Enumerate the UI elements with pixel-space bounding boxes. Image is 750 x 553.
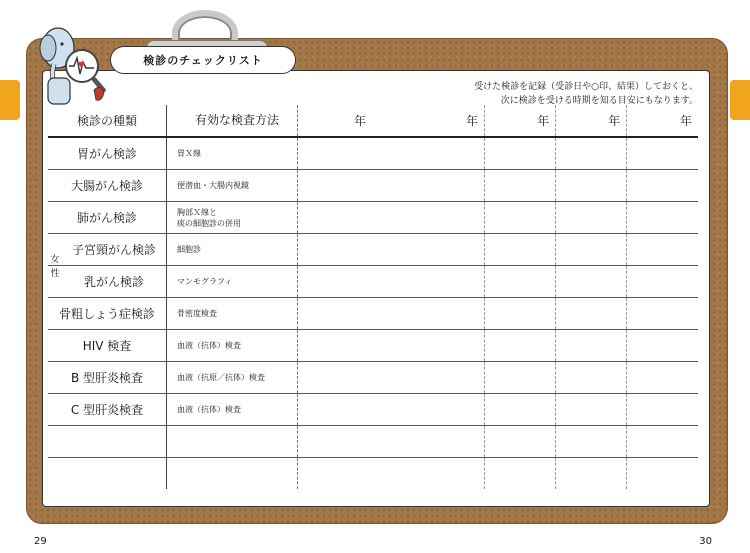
checkup-method xyxy=(167,362,298,394)
record-cell[interactable] xyxy=(298,298,485,330)
record-cell[interactable] xyxy=(298,170,485,202)
title-badge xyxy=(110,46,296,74)
record-cell[interactable] xyxy=(627,202,698,234)
female-label: 性 xyxy=(50,269,60,279)
record-cell[interactable] xyxy=(556,394,627,426)
record-cell[interactable] xyxy=(556,234,627,266)
table-row xyxy=(48,394,698,426)
checkup-method xyxy=(167,298,298,330)
record-cell[interactable] xyxy=(485,298,556,330)
female-label: 女 xyxy=(50,255,60,265)
page-number-right: 30 xyxy=(699,536,712,547)
record-cell[interactable] xyxy=(627,330,698,362)
checkup-method xyxy=(167,458,298,490)
checkup-name xyxy=(48,458,167,490)
checkup-method xyxy=(167,266,298,298)
record-cell[interactable] xyxy=(485,266,556,298)
checkup-method xyxy=(167,170,298,202)
table-row xyxy=(48,202,698,234)
record-cell[interactable] xyxy=(627,298,698,330)
record-cell[interactable] xyxy=(556,137,627,170)
page-number-left: 29 xyxy=(34,536,47,547)
table-row xyxy=(48,330,698,362)
record-cell[interactable] xyxy=(298,330,485,362)
record-cell[interactable] xyxy=(556,362,627,394)
record-cell[interactable] xyxy=(485,170,556,202)
table-row xyxy=(48,362,698,394)
record-cell[interactable] xyxy=(485,330,556,362)
method-line: マンモグラフィ xyxy=(177,277,233,286)
record-cell[interactable] xyxy=(298,266,485,298)
header-checkup-type: 検診の種類 xyxy=(48,105,167,137)
header-year: 年 xyxy=(556,105,627,137)
checkup-name xyxy=(48,234,167,266)
table-row xyxy=(48,458,698,490)
checkup-name: 大腸がん検診 xyxy=(48,170,167,202)
checkup-method xyxy=(167,330,298,362)
record-cell[interactable] xyxy=(485,362,556,394)
note-line: 受けた検診を記録（受診日や○印、結果）しておくと、 xyxy=(474,82,698,92)
header-year xyxy=(298,105,485,137)
method-line: 痰の細胞診の併用 xyxy=(177,218,241,228)
record-cell[interactable] xyxy=(298,234,485,266)
checkup-name: HIV 検査 xyxy=(48,330,167,362)
method-line: 細胞診 xyxy=(177,245,201,254)
record-cell[interactable] xyxy=(556,330,627,362)
method-line: 血液（抗体）検査 xyxy=(177,405,241,414)
header-year: 年 xyxy=(485,105,556,137)
record-cell[interactable] xyxy=(556,426,627,458)
record-cell[interactable] xyxy=(627,394,698,426)
record-cell[interactable] xyxy=(298,458,485,490)
header-method: 有効な検査方法 xyxy=(167,105,298,137)
record-cell[interactable] xyxy=(627,458,698,490)
record-cell[interactable] xyxy=(556,202,627,234)
method-line: 骨密度検査 xyxy=(177,309,217,318)
method-line: 便潜血・大腸内視鏡 xyxy=(177,181,249,190)
checkup-name: B 型肝炎検査 xyxy=(48,362,167,394)
record-cell[interactable] xyxy=(485,426,556,458)
table-row xyxy=(48,426,698,458)
checkup-name: 肺がん検診 xyxy=(48,202,167,234)
checkup-name-text: 乳がん検診 xyxy=(83,275,144,289)
header-year: 年 xyxy=(627,105,698,137)
record-cell[interactable] xyxy=(627,137,698,170)
checkup-name xyxy=(48,266,167,298)
table-row xyxy=(48,298,698,330)
record-cell[interactable] xyxy=(556,170,627,202)
record-cell[interactable] xyxy=(556,458,627,490)
record-cell[interactable] xyxy=(298,394,485,426)
method-line: 胸部Ｘ線と xyxy=(177,207,217,217)
record-cell[interactable] xyxy=(627,362,698,394)
note-line: 次に検診を受ける時期を知る目安にもなります。 xyxy=(500,96,698,106)
record-cell[interactable] xyxy=(627,266,698,298)
table-row xyxy=(48,266,698,298)
record-cell[interactable] xyxy=(298,137,485,170)
checkup-name: 骨粗しょう症検診 xyxy=(48,298,167,330)
record-cell[interactable] xyxy=(485,394,556,426)
record-cell[interactable] xyxy=(298,426,485,458)
record-cell[interactable] xyxy=(556,266,627,298)
record-cell[interactable] xyxy=(485,137,556,170)
record-cell[interactable] xyxy=(627,426,698,458)
header-year-label: 年 xyxy=(354,114,367,128)
table-row xyxy=(48,170,698,202)
table-row xyxy=(48,234,698,266)
method-line: 血液（抗体）検査 xyxy=(177,341,241,350)
header-year-label: 年 xyxy=(465,114,478,128)
method-line: 胃Ｘ線 xyxy=(177,149,201,158)
checkup-name xyxy=(48,426,167,458)
record-cell[interactable] xyxy=(627,170,698,202)
table-row xyxy=(48,137,698,170)
page-title: 検診のチェックリスト xyxy=(143,54,263,67)
right-index-tab xyxy=(730,80,750,120)
record-cell[interactable] xyxy=(627,234,698,266)
checkup-method xyxy=(167,202,298,234)
checkup-name-text: 子宮頸がん検診 xyxy=(71,243,156,257)
checkup-method xyxy=(167,137,298,170)
checkup-method xyxy=(167,234,298,266)
left-index-tab xyxy=(0,80,20,120)
checkup-method xyxy=(167,426,298,458)
method-line: 血液（抗原／抗体）検査 xyxy=(177,373,265,382)
record-cell[interactable] xyxy=(298,362,485,394)
record-cell[interactable] xyxy=(485,458,556,490)
instruction-note xyxy=(440,80,698,108)
checkup-method xyxy=(167,394,298,426)
record-cell[interactable] xyxy=(485,234,556,266)
elephant-mascot-icon xyxy=(36,18,106,110)
record-cell[interactable] xyxy=(485,202,556,234)
checkup-name: C 型肝炎検査 xyxy=(48,394,167,426)
record-cell[interactable] xyxy=(298,202,485,234)
record-cell[interactable] xyxy=(556,298,627,330)
checkup-name: 胃がん検診 xyxy=(48,137,167,170)
table-header-row xyxy=(48,105,698,137)
checkup-table xyxy=(48,105,698,489)
